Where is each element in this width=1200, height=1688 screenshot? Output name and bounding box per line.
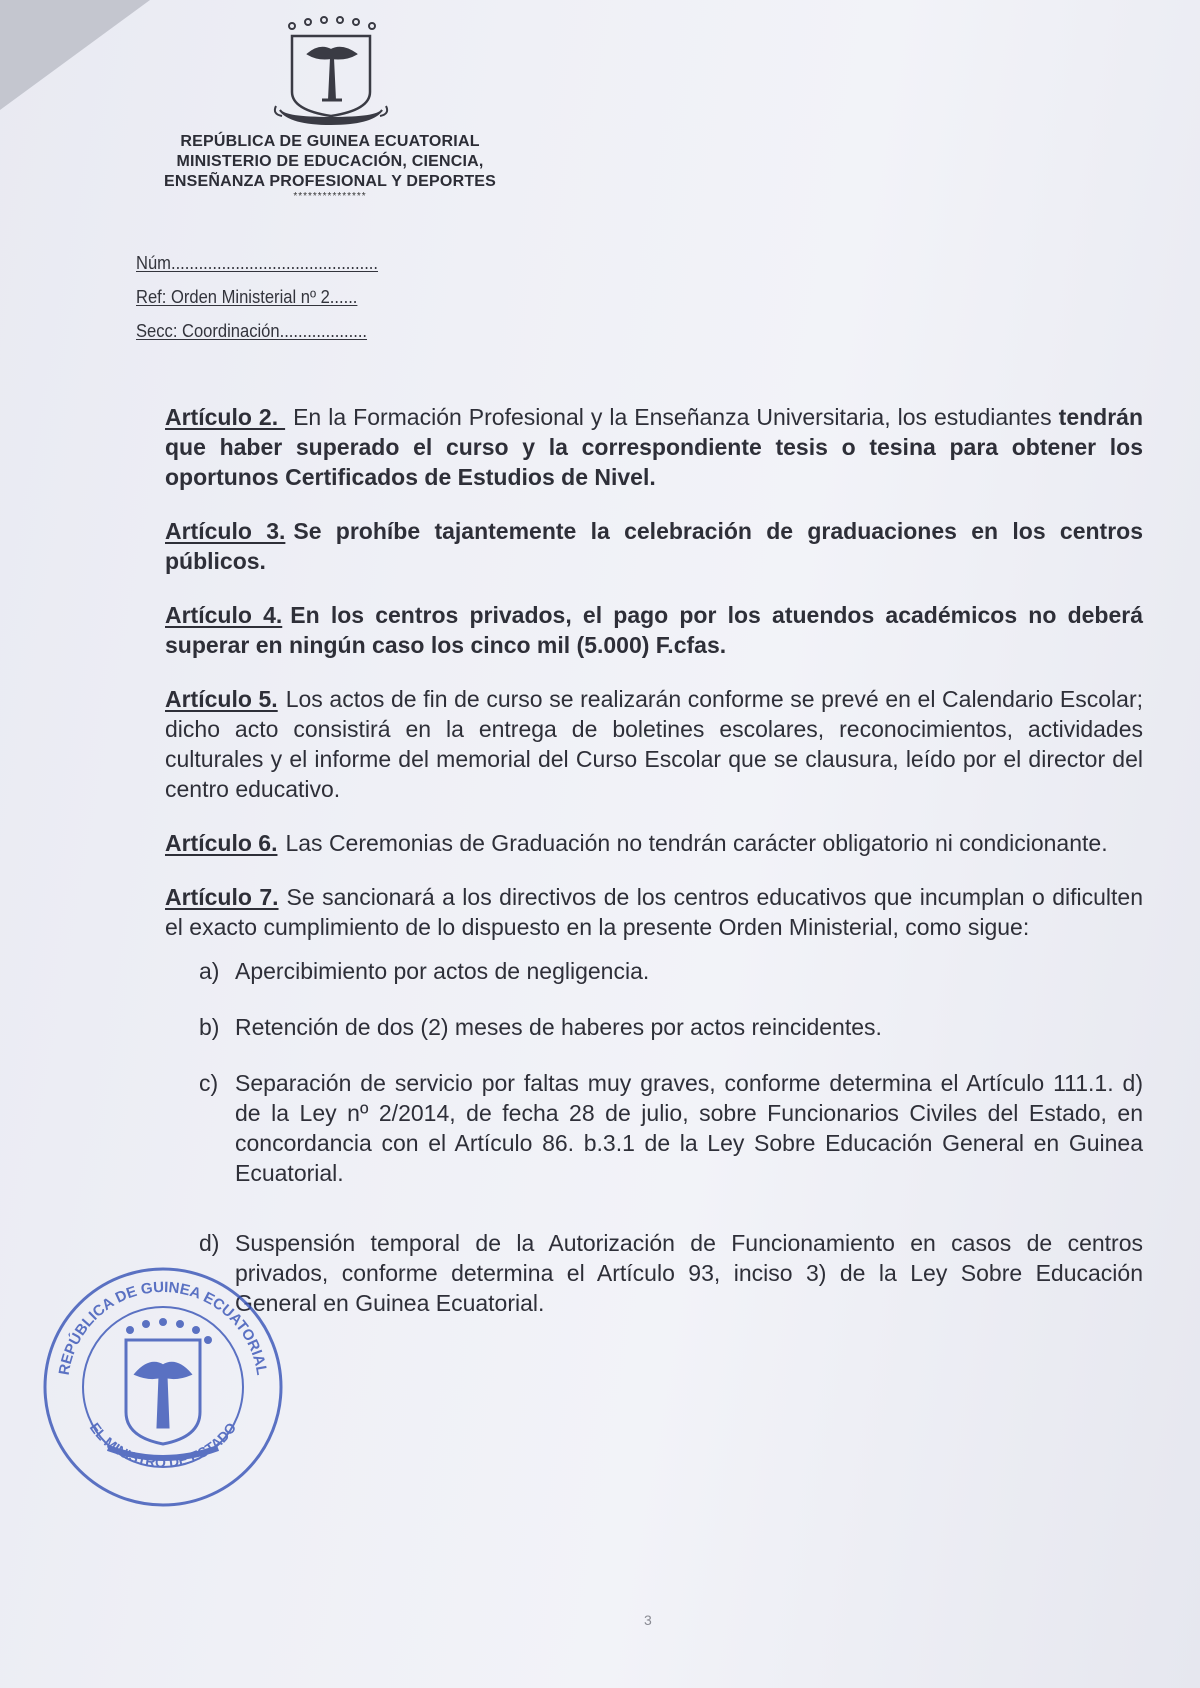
article-label: Artículo 7. — [165, 884, 279, 910]
article-5 — [165, 684, 1143, 804]
article-label: Artículo 3. — [165, 518, 286, 544]
list-item — [165, 1012, 1143, 1042]
ministry-name-line-2: ENSEÑANZA PROFESIONAL Y DEPORTES — [163, 173, 497, 190]
reference-section: Secc: Coordinación................... — [136, 321, 368, 341]
document-body — [165, 402, 1143, 1344]
stamp-text-outer: REPÚBLICA DE GUINEA ECUATORIAL — [55, 1278, 271, 1377]
separator-stars: *************** — [293, 191, 367, 202]
list-item — [165, 1228, 1143, 1318]
sanctions-list — [165, 956, 1143, 1318]
page-fold-corner — [0, 0, 150, 110]
article-text: Se sancionará a los directivos de los centros educativos que incumplan o dificulten el exacto cumplimiento de lo dispuesto en la presente Orden Ministerial, como sigue: — [165, 884, 1144, 940]
article-label: Artículo 6. — [165, 830, 278, 856]
article-text: En los centros privados, el pago por los atuendos académicos no deberá superar en ningún caso los cinco mil (5.000) F.cfas. — [165, 602, 1143, 658]
article-label: Artículo 4. — [165, 602, 283, 628]
reference-block — [136, 246, 399, 348]
list-marker: b) — [199, 1014, 220, 1040]
list-marker: a) — [199, 958, 220, 984]
article-text: Se prohíbe tajantemente la celebración de graduaciones en los centros públicos. — [165, 518, 1143, 574]
official-stamp-icon — [38, 1262, 288, 1512]
list-marker: d) — [199, 1230, 220, 1256]
reference-order: Ref: Orden Ministerial nº 2...... — [136, 287, 358, 307]
page-number: 3 — [644, 1612, 652, 1628]
article-3 — [165, 516, 1143, 576]
stamp-text-inner: EL MINISTRO DE ESTADO — [86, 1419, 240, 1471]
article-6 — [165, 828, 1143, 858]
article-text: Los actos de fin de curso se realizarán conforme se prevé en el Calendario Escolar; dicho acto consistirá en la entrega de boletines escolares, reconocimientos, actividades culturales y el informe del memorial del Curso Escolar que se clausura, leído por el director del centro educativo. — [165, 686, 1143, 802]
article-label: Artículo 2. — [165, 404, 286, 430]
republic-name: REPÚBLICA DE GUINEA ECUATORIAL — [180, 133, 480, 150]
article-text-bold: tendrán que haber superado el curso y la correspondiente tesis o tesina para obtener los oportunos Certificados de Estudios de Nivel. — [165, 404, 1143, 490]
article-4 — [165, 600, 1143, 660]
article-7 — [165, 882, 1143, 942]
coat-of-arms-icon — [260, 14, 400, 132]
list-item-text: Suspensión temporal de la Autorización de Funcionamiento en casos de centros privados, conforme determina el Artículo 93, inciso 3) de la Ley Sobre Educación General en Guinea Ecuatorial. — [235, 1230, 1143, 1316]
letterhead — [140, 14, 520, 202]
article-label: Artículo 5. — [165, 686, 278, 712]
article-text: En la Formación Profesional y la Enseñanza Universitaria, los estudiantes — [293, 404, 1059, 430]
article-text: Las Ceremonias de Graduación no tendrán carácter obligatorio ni condicionante. — [285, 830, 1108, 856]
reference-number: Núm............................................. — [136, 253, 379, 273]
ministry-name-line-1: MINISTERIO DE EDUCACIÓN, CIENCIA, — [176, 153, 484, 170]
list-item-text: Retención de dos (2) meses de haberes por actos reincidentes. — [235, 1014, 882, 1040]
article-2 — [165, 402, 1143, 492]
list-item-text: Separación de servicio por faltas muy graves, conforme determina el Artículo 111.1. d) de la Ley nº 2/2014, de fecha 28 de julio, sobre Funcionarios Civiles del Estado, en concordancia con el Artículo 86. b.3.1 de la Ley Sobre Educación General en Guinea Ecuatorial. — [235, 1070, 1143, 1186]
list-item-text: Apercibimiento por actos de negligencia. — [235, 958, 650, 984]
list-item — [165, 1068, 1143, 1188]
list-item — [165, 956, 1143, 986]
list-marker: c) — [199, 1070, 219, 1096]
